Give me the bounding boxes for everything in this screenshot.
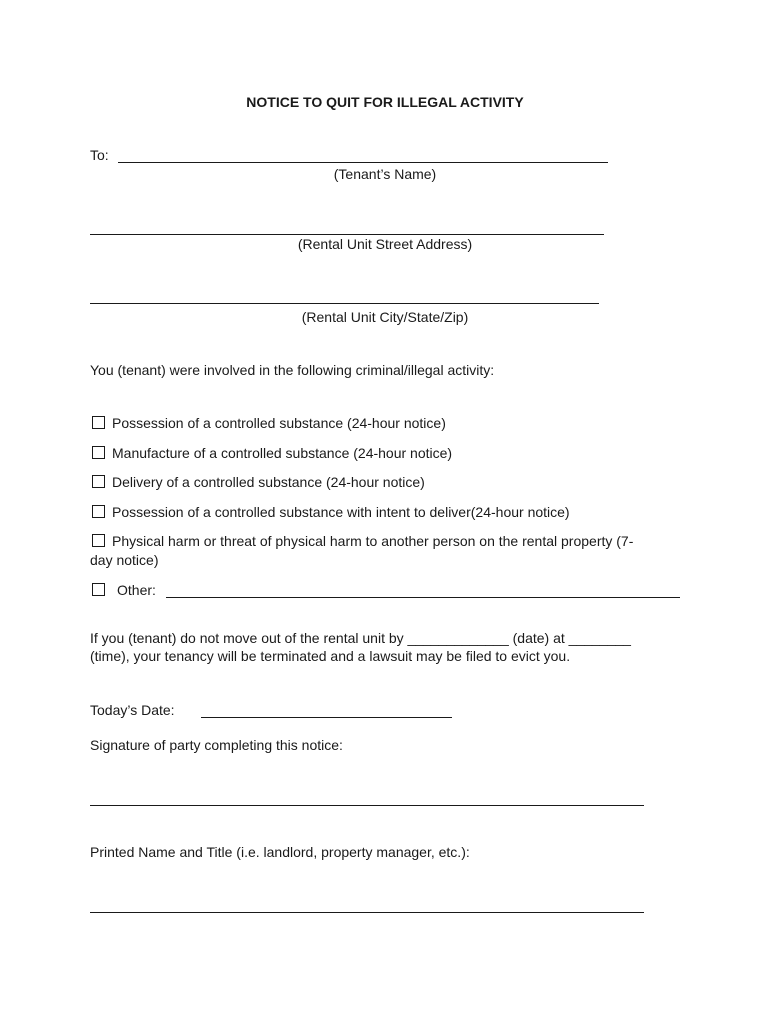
tenant-name-line[interactable] [118, 162, 608, 163]
street-address-line[interactable] [90, 234, 604, 235]
other-description-line[interactable] [166, 597, 680, 598]
option-physical-harm-checkbox[interactable] [92, 534, 105, 547]
street-address-caption: (Rental Unit Street Address) [297, 236, 473, 252]
option-intent-to-deliver-label: Possession of a controlled substance with intent to deliver(24-hour notice) [112, 504, 570, 520]
move-out-text-line2: (time), your tenancy will be terminated and a lawsuit may be filed to evict you. [90, 648, 571, 664]
option-intent-to-deliver-checkbox[interactable] [92, 505, 105, 518]
document-title: NOTICE TO QUIT FOR ILLEGAL ACTIVITY [246, 94, 524, 110]
city-state-zip-line[interactable] [90, 303, 599, 304]
option-physical-harm-label-line2: day notice) [90, 552, 159, 568]
printed-name-label: Printed Name and Title (i.e. landlord, property manager, etc.): [90, 844, 470, 860]
option-other-checkbox[interactable] [92, 583, 105, 596]
city-state-zip-caption: (Rental Unit City/State/Zip) [301, 309, 469, 325]
option-possession-checkbox[interactable] [92, 416, 105, 429]
move-out-text-line1: If you (tenant) do not move out of the rental unit by _____________ (date) at ________ [90, 630, 631, 646]
tenant-name-caption: (Tenant’s Name) [333, 166, 437, 182]
activity-intro-text: You (tenant) were involved in the following criminal/illegal activity: [90, 362, 495, 378]
option-possession-label: Possession of a controlled substance (24-hour notice) [112, 415, 446, 431]
option-delivery-label: Delivery of a controlled substance (24-hour notice) [112, 474, 425, 490]
option-other-label: Other: [117, 582, 156, 598]
to-label: To: [90, 147, 109, 163]
option-manufacture-checkbox[interactable] [92, 446, 105, 459]
option-delivery-checkbox[interactable] [92, 475, 105, 488]
option-manufacture-label: Manufacture of a controlled substance (24-hour notice) [112, 445, 453, 461]
printed-name-line[interactable] [90, 912, 644, 913]
signature-line[interactable] [90, 805, 644, 806]
todays-date-label: Today’s Date: [90, 702, 175, 718]
todays-date-line[interactable] [201, 717, 452, 718]
option-physical-harm-label-line1: Physical harm or threat of physical harm to another person on the rental property (7- [112, 533, 634, 549]
signature-label: Signature of party completing this notice: [90, 737, 343, 753]
